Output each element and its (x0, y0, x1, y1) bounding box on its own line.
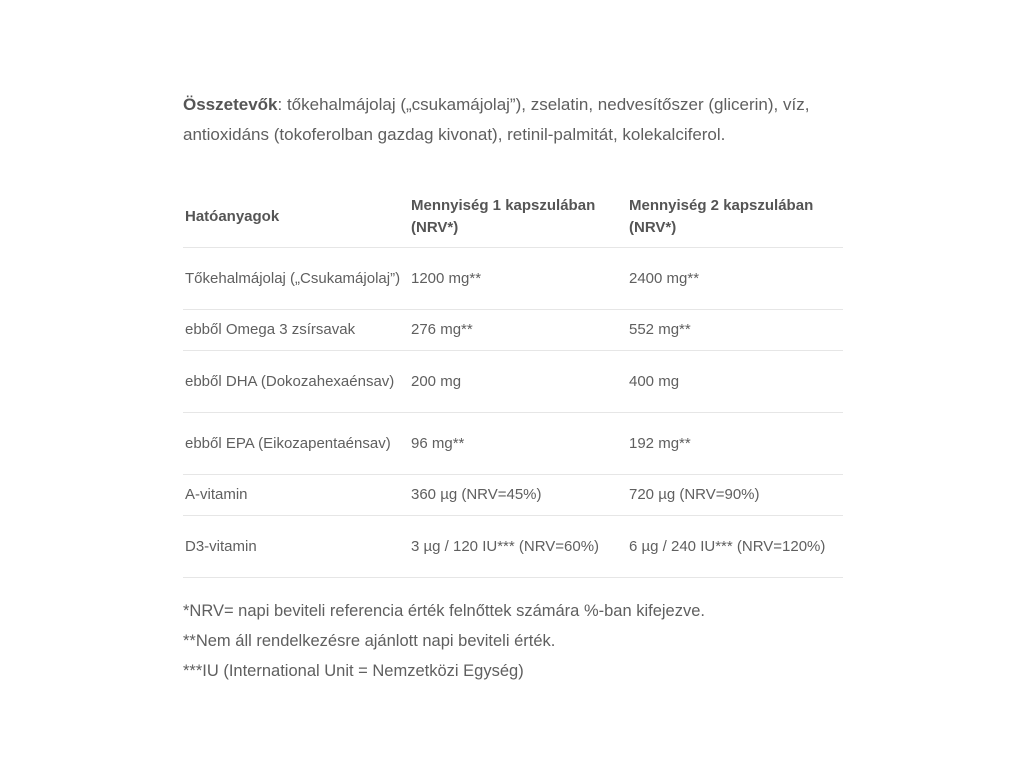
cell-amount-1: 96 mg** (409, 413, 627, 475)
header-amount-1-capsule: Mennyiség 1 kapszulában (NRV*) (409, 186, 627, 248)
cell-amount-2: 400 mg (627, 351, 843, 413)
cell-ingredient: A-vitamin (183, 475, 409, 516)
ingredients-paragraph (183, 90, 843, 150)
footnote-iu: ***IU (International Unit = Nemzetközi Egység) (183, 662, 524, 680)
footnote-no-reference: **Nem áll rendelkezésre ajánlott napi beviteli érték. (183, 632, 556, 650)
table-row (183, 475, 843, 516)
cell-amount-1: 360 µg (NRV=45%) (409, 475, 627, 516)
table-header-row (183, 186, 843, 248)
header-amount-2-capsules: Mennyiség 2 kapszulában (NRV*) (627, 186, 843, 248)
table-row (183, 516, 843, 578)
cell-amount-2: 552 mg** (627, 310, 843, 351)
cell-amount-1: 3 µg / 120 IU*** (NRV=60%) (409, 516, 627, 578)
cell-amount-2: 192 mg** (627, 413, 843, 475)
cell-amount-1: 200 mg (409, 351, 627, 413)
cell-amount-2: 2400 mg** (627, 248, 843, 310)
ingredients-text: : tőkehalmájolaj („csukamájolaj”), zselatin, nedvesítőszer (glicerin), víz, antioxidáns (tokoferolban gazdag kivonat), retinil-palmitát, kolekalciferol. (183, 95, 810, 144)
header-active-ingredients: Hatóanyagok (183, 186, 409, 248)
cell-ingredient: ebből Omega 3 zsírsavak (183, 310, 409, 351)
cell-ingredient: D3-vitamin (183, 516, 409, 578)
product-info (183, 90, 843, 686)
table-row (183, 248, 843, 310)
cell-amount-2: 720 µg (NRV=90%) (627, 475, 843, 516)
cell-ingredient: Tőkehalmájolaj („Csukamájolaj”) (183, 248, 409, 310)
cell-amount-2: 6 µg / 240 IU*** (NRV=120%) (627, 516, 843, 578)
cell-amount-1: 1200 mg** (409, 248, 627, 310)
nutrient-table (183, 186, 843, 578)
footnotes (183, 596, 843, 686)
table-row (183, 310, 843, 351)
footnote-nrv: *NRV= napi beviteli referencia érték felnőttek számára %-ban kifejezve. (183, 602, 705, 620)
ingredients-label: Összetevők (183, 95, 278, 114)
cell-ingredient: ebből DHA (Dokozahexaénsav) (183, 351, 409, 413)
cell-ingredient: ebből EPA (Eikozapentaénsav) (183, 413, 409, 475)
table-row (183, 351, 843, 413)
table-row (183, 413, 843, 475)
cell-amount-1: 276 mg** (409, 310, 627, 351)
